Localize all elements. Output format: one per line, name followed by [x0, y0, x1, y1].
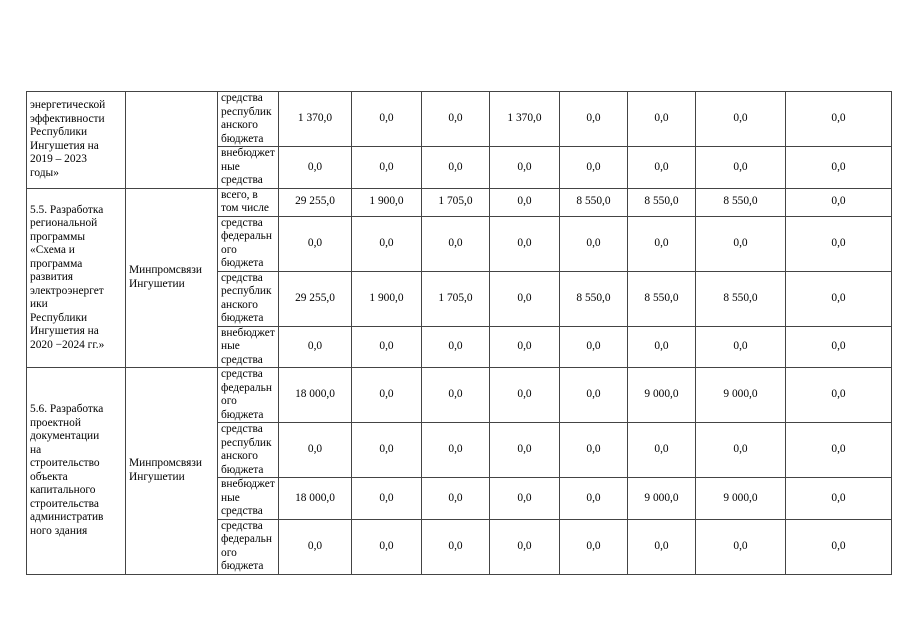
- total-value-cell: 0,0: [279, 423, 352, 478]
- year-value-cell: 0,0: [786, 519, 892, 574]
- year-value-cell: 0,0: [422, 423, 490, 478]
- year-value-cell: 9 000,0: [628, 478, 696, 520]
- year-value-cell: 8 550,0: [628, 271, 696, 326]
- year-value-cell: 0,0: [490, 368, 560, 423]
- executor-cell: Минпромсвязи Ингушетии: [126, 188, 218, 368]
- year-value-cell: 0,0: [696, 92, 786, 147]
- year-value-cell: 0,0: [628, 519, 696, 574]
- year-value-cell: 9 000,0: [628, 368, 696, 423]
- year-value-cell: 0,0: [352, 147, 422, 189]
- year-value-cell: 0,0: [786, 271, 892, 326]
- total-value-cell: 18 000,0: [279, 478, 352, 520]
- year-value-cell: 8 550,0: [628, 188, 696, 216]
- funding-source-cell: средства федеральн ого бюджета: [218, 368, 279, 423]
- executor-cell: Минпромсвязи Ингушетии: [126, 368, 218, 575]
- measure-name-cell: 5.5. Разработка региональной программы «Схема и программа развития электроэнергет ики Республики Ингушетия на 2020 −2024 гг.»: [27, 188, 126, 368]
- total-value-cell: 18 000,0: [279, 368, 352, 423]
- year-value-cell: 0,0: [422, 478, 490, 520]
- total-value-cell: 0,0: [279, 519, 352, 574]
- year-value-cell: 8 550,0: [560, 271, 628, 326]
- year-value-cell: 9 000,0: [696, 368, 786, 423]
- table-row: [27, 368, 892, 423]
- funding-source-cell: внебюджет ные средства: [218, 478, 279, 520]
- year-value-cell: 0,0: [560, 519, 628, 574]
- year-value-cell: 1 705,0: [422, 188, 490, 216]
- year-value-cell: 0,0: [422, 147, 490, 189]
- total-value-cell: 29 255,0: [279, 271, 352, 326]
- funding-source-cell: средства республик анского бюджета: [218, 423, 279, 478]
- year-value-cell: 0,0: [422, 326, 490, 368]
- year-value-cell: 0,0: [352, 368, 422, 423]
- year-value-cell: 9 000,0: [696, 478, 786, 520]
- year-value-cell: 8 550,0: [696, 271, 786, 326]
- year-value-cell: 0,0: [696, 326, 786, 368]
- year-value-cell: 0,0: [490, 216, 560, 271]
- year-value-cell: 0,0: [786, 423, 892, 478]
- year-value-cell: 0,0: [560, 216, 628, 271]
- year-value-cell: 0,0: [786, 368, 892, 423]
- year-value-cell: 0,0: [628, 216, 696, 271]
- total-value-cell: 1 370,0: [279, 92, 352, 147]
- table-row: [27, 188, 892, 216]
- year-value-cell: 0,0: [352, 216, 422, 271]
- measure-name-cell: энергетической эффективности Республики Ингушетия на 2019 – 2023 годы»: [27, 92, 126, 189]
- funding-source-cell: средства республик анского бюджета: [218, 271, 279, 326]
- year-value-cell: 0,0: [786, 216, 892, 271]
- executor-cell: [126, 92, 218, 189]
- year-value-cell: 0,0: [696, 519, 786, 574]
- budget-table: [26, 91, 892, 575]
- year-value-cell: 0,0: [490, 147, 560, 189]
- year-value-cell: 8 550,0: [560, 188, 628, 216]
- year-value-cell: 0,0: [422, 519, 490, 574]
- year-value-cell: 0,0: [786, 478, 892, 520]
- year-value-cell: 0,0: [786, 326, 892, 368]
- total-value-cell: 29 255,0: [279, 188, 352, 216]
- funding-source-cell: внебюджет ные средства: [218, 147, 279, 189]
- total-value-cell: 0,0: [279, 216, 352, 271]
- year-value-cell: 0,0: [490, 478, 560, 520]
- funding-source-cell: всего, в том числе: [218, 188, 279, 216]
- year-value-cell: 0,0: [696, 147, 786, 189]
- year-value-cell: 0,0: [352, 326, 422, 368]
- year-value-cell: 0,0: [490, 271, 560, 326]
- year-value-cell: 0,0: [490, 519, 560, 574]
- year-value-cell: 0,0: [422, 368, 490, 423]
- total-value-cell: 0,0: [279, 147, 352, 189]
- year-value-cell: 0,0: [696, 423, 786, 478]
- year-value-cell: 1 705,0: [422, 271, 490, 326]
- year-value-cell: 0,0: [560, 92, 628, 147]
- year-value-cell: 1 900,0: [352, 188, 422, 216]
- year-value-cell: 1 370,0: [490, 92, 560, 147]
- year-value-cell: 0,0: [560, 326, 628, 368]
- year-value-cell: 0,0: [696, 216, 786, 271]
- measure-name-cell: 5.6. Разработка проектной документации на строительство объекта капитального строительства административ ного здания: [27, 368, 126, 575]
- year-value-cell: 0,0: [560, 147, 628, 189]
- funding-source-cell: средства федеральн ого бюджета: [218, 216, 279, 271]
- year-value-cell: 0,0: [422, 92, 490, 147]
- year-value-cell: 8 550,0: [696, 188, 786, 216]
- year-value-cell: 1 900,0: [352, 271, 422, 326]
- year-value-cell: 0,0: [490, 423, 560, 478]
- year-value-cell: 0,0: [560, 423, 628, 478]
- year-value-cell: 0,0: [560, 368, 628, 423]
- year-value-cell: 0,0: [422, 216, 490, 271]
- table-row: [27, 92, 892, 147]
- year-value-cell: 0,0: [352, 478, 422, 520]
- year-value-cell: 0,0: [628, 326, 696, 368]
- year-value-cell: 0,0: [352, 423, 422, 478]
- funding-source-cell: внебюджет ные средства: [218, 326, 279, 368]
- funding-source-cell: средства республик анского бюджета: [218, 92, 279, 147]
- year-value-cell: 0,0: [628, 423, 696, 478]
- total-value-cell: 0,0: [279, 326, 352, 368]
- year-value-cell: 0,0: [628, 147, 696, 189]
- year-value-cell: 0,0: [786, 92, 892, 147]
- year-value-cell: 0,0: [560, 478, 628, 520]
- year-value-cell: 0,0: [628, 92, 696, 147]
- year-value-cell: 0,0: [490, 188, 560, 216]
- year-value-cell: 0,0: [490, 326, 560, 368]
- funding-source-cell: средства федеральн ого бюджета: [218, 519, 279, 574]
- year-value-cell: 0,0: [786, 188, 892, 216]
- year-value-cell: 0,0: [352, 519, 422, 574]
- year-value-cell: 0,0: [352, 92, 422, 147]
- year-value-cell: 0,0: [786, 147, 892, 189]
